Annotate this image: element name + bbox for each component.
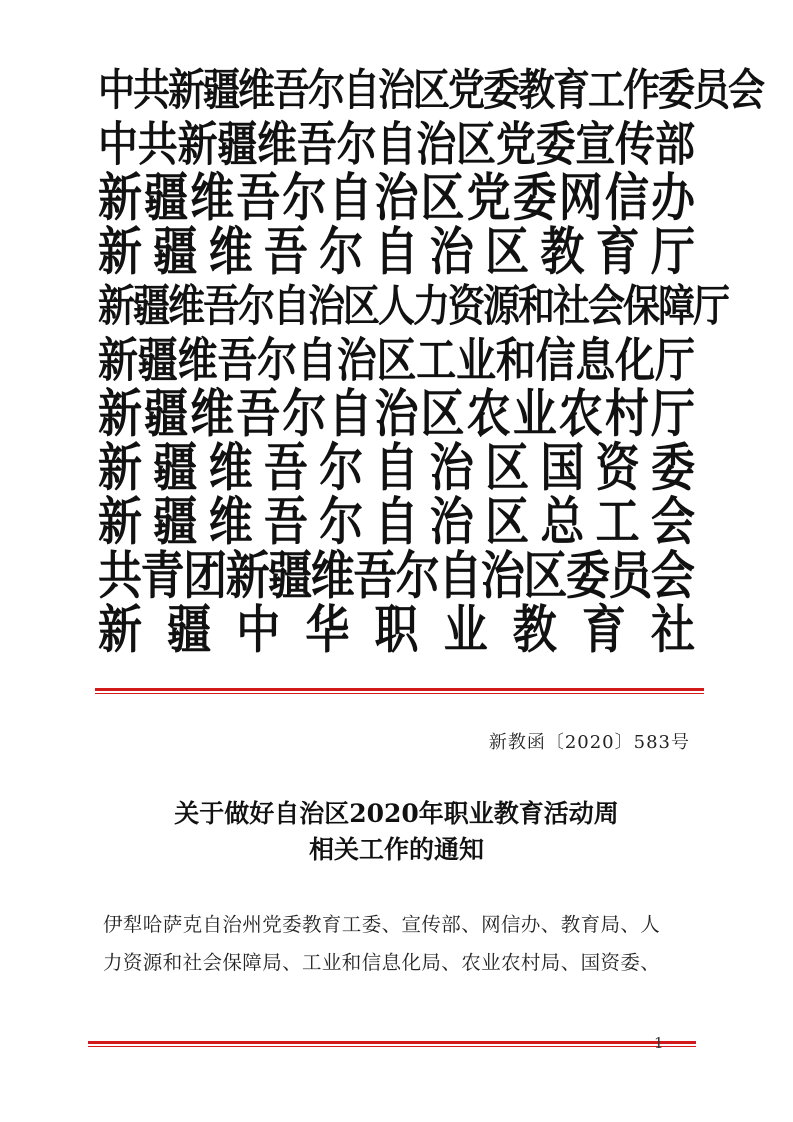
- issuer-line: 新 疆 维 吾 尔 自 治 区 人 力 资 源 和 社 会 保 障 厅: [98, 281, 730, 332]
- body-line-2: 力资源和社会保障局、工业和信息化局、农业农村局、国资委、: [103, 951, 661, 974]
- title-line-2: 相关工作的通知: [308, 835, 484, 864]
- document-number: 新教函〔2020〕583号: [488, 732, 690, 753]
- issuer-line: 新 疆 中 华 职 业 教 育 社: [98, 600, 695, 661]
- red-separator-line-thin: [95, 693, 704, 694]
- addressee-paragraph: [103, 906, 703, 982]
- issuer-line: 新 疆 维 吾 尔 自 治 区 党 委 网 信 办: [98, 168, 695, 229]
- issuer-line: 共 青 团 新 疆 维 吾 尔 自 治 区 委 员 会: [98, 546, 695, 607]
- issuer-line: 中 共 新 疆 维 吾 尔 自 治 区 党 委 宣 传 部: [98, 117, 695, 173]
- body-line-1: 伊犁哈萨克自治州党委教育工委、宣传部、网信办、教育局、人: [103, 913, 661, 936]
- issuer-line: 新 疆 维 吾 尔 自 治 区 教 育 厅: [98, 222, 695, 283]
- issuing-authorities: [98, 64, 765, 661]
- issuer-line: 新 疆 维 吾 尔 自 治 区 工 业 和 信 息 化 厅: [98, 333, 695, 389]
- document-title: [0, 796, 793, 868]
- issuer-line: 新 疆 维 吾 尔 自 治 区 总 工 会: [98, 492, 695, 553]
- title-line-1: 关于做好自治区2020年职业教育活动周: [174, 799, 619, 828]
- issuer-line: 新 疆 维 吾 尔 自 治 区 农 业 农 村 厅: [98, 384, 695, 445]
- issuer-line: 中 共 新 疆 维 吾 尔 自 治 区 党 委 教 育 工 作 委 员 会: [98, 65, 765, 116]
- issuer-line: 新 疆 维 吾 尔 自 治 区 国 资 委: [98, 438, 695, 499]
- page-number: 1: [654, 1034, 664, 1052]
- footer-red-line: [88, 1041, 696, 1044]
- footer-red-line-thin: [88, 1046, 696, 1047]
- red-separator-line: [95, 688, 704, 691]
